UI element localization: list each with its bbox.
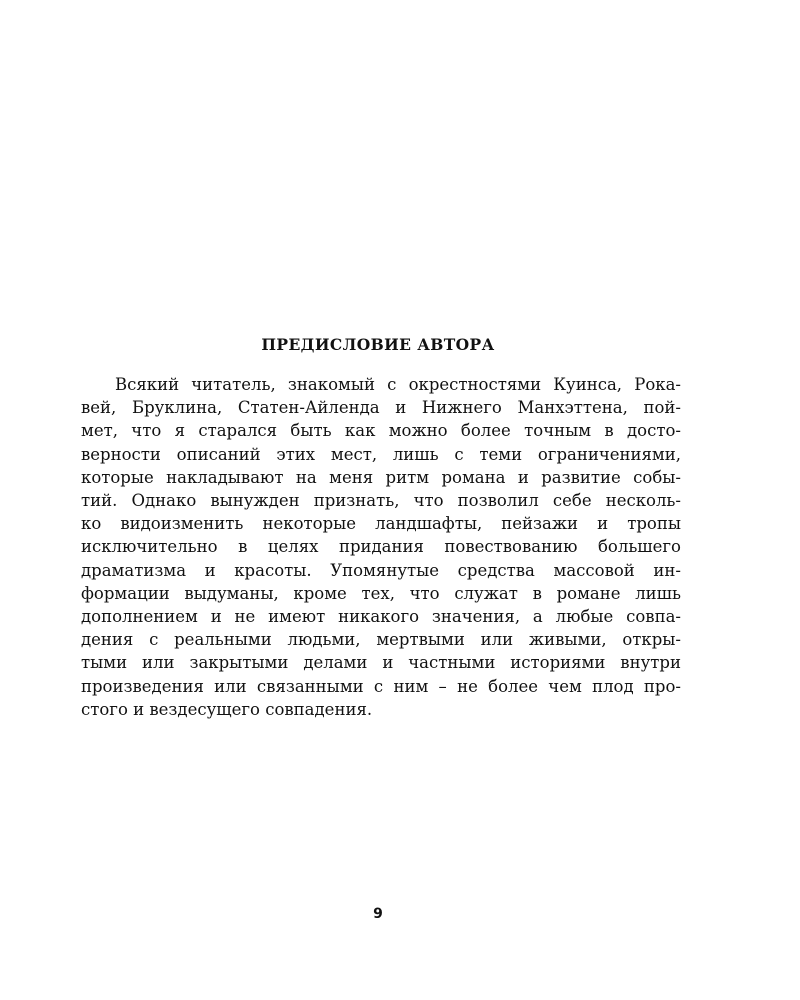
- text-line: ко видоизменить некоторые ландшафты, пейзажи и тропы: [81, 514, 681, 534]
- text-line: тыми или закрытыми делами и частными историями внутри: [81, 653, 681, 673]
- text-line: которые накладывают на меня ритм романа и развитие собы-: [81, 467, 681, 487]
- text-line: произведения или связанными с ним – не более чем плод про-: [81, 676, 681, 696]
- text-line: верности описаний этих мест, лишь с теми ограничениями,: [81, 444, 681, 464]
- preface-paragraph: [81, 373, 681, 721]
- text-line: драматизма и красоты. Упомянутые средства массовой ин-: [81, 560, 681, 580]
- text-line: Всякий читатель, знакомый с окрестностями Куинса, Рока-: [115, 375, 681, 394]
- text-line: формации выдуманы, кроме тех, что служат в романе лишь: [81, 583, 681, 603]
- text-line: вей, Бруклина, Статен-Айленда и Нижнего Манхэттена, пой-: [81, 398, 681, 418]
- text-line: стого и вездесущего совпадения.: [81, 699, 373, 719]
- chapter-title: ПРЕДИСЛОВИЕ АВТОРА: [261, 335, 495, 354]
- page-number: 9: [373, 906, 383, 922]
- text-line: тий. Однако вынужден признать, что позволил себе несколь-: [81, 491, 681, 511]
- text-line: дения с реальными людьми, мертвыми или живыми, откры-: [81, 630, 681, 650]
- text-line: дополнением и не имеют никакого значения, а любые совпа-: [81, 607, 681, 627]
- text-line: мет, что я старался быть как можно более точным в досто-: [81, 421, 681, 441]
- text-line: исключительно в целях придания повествованию большего: [81, 537, 681, 557]
